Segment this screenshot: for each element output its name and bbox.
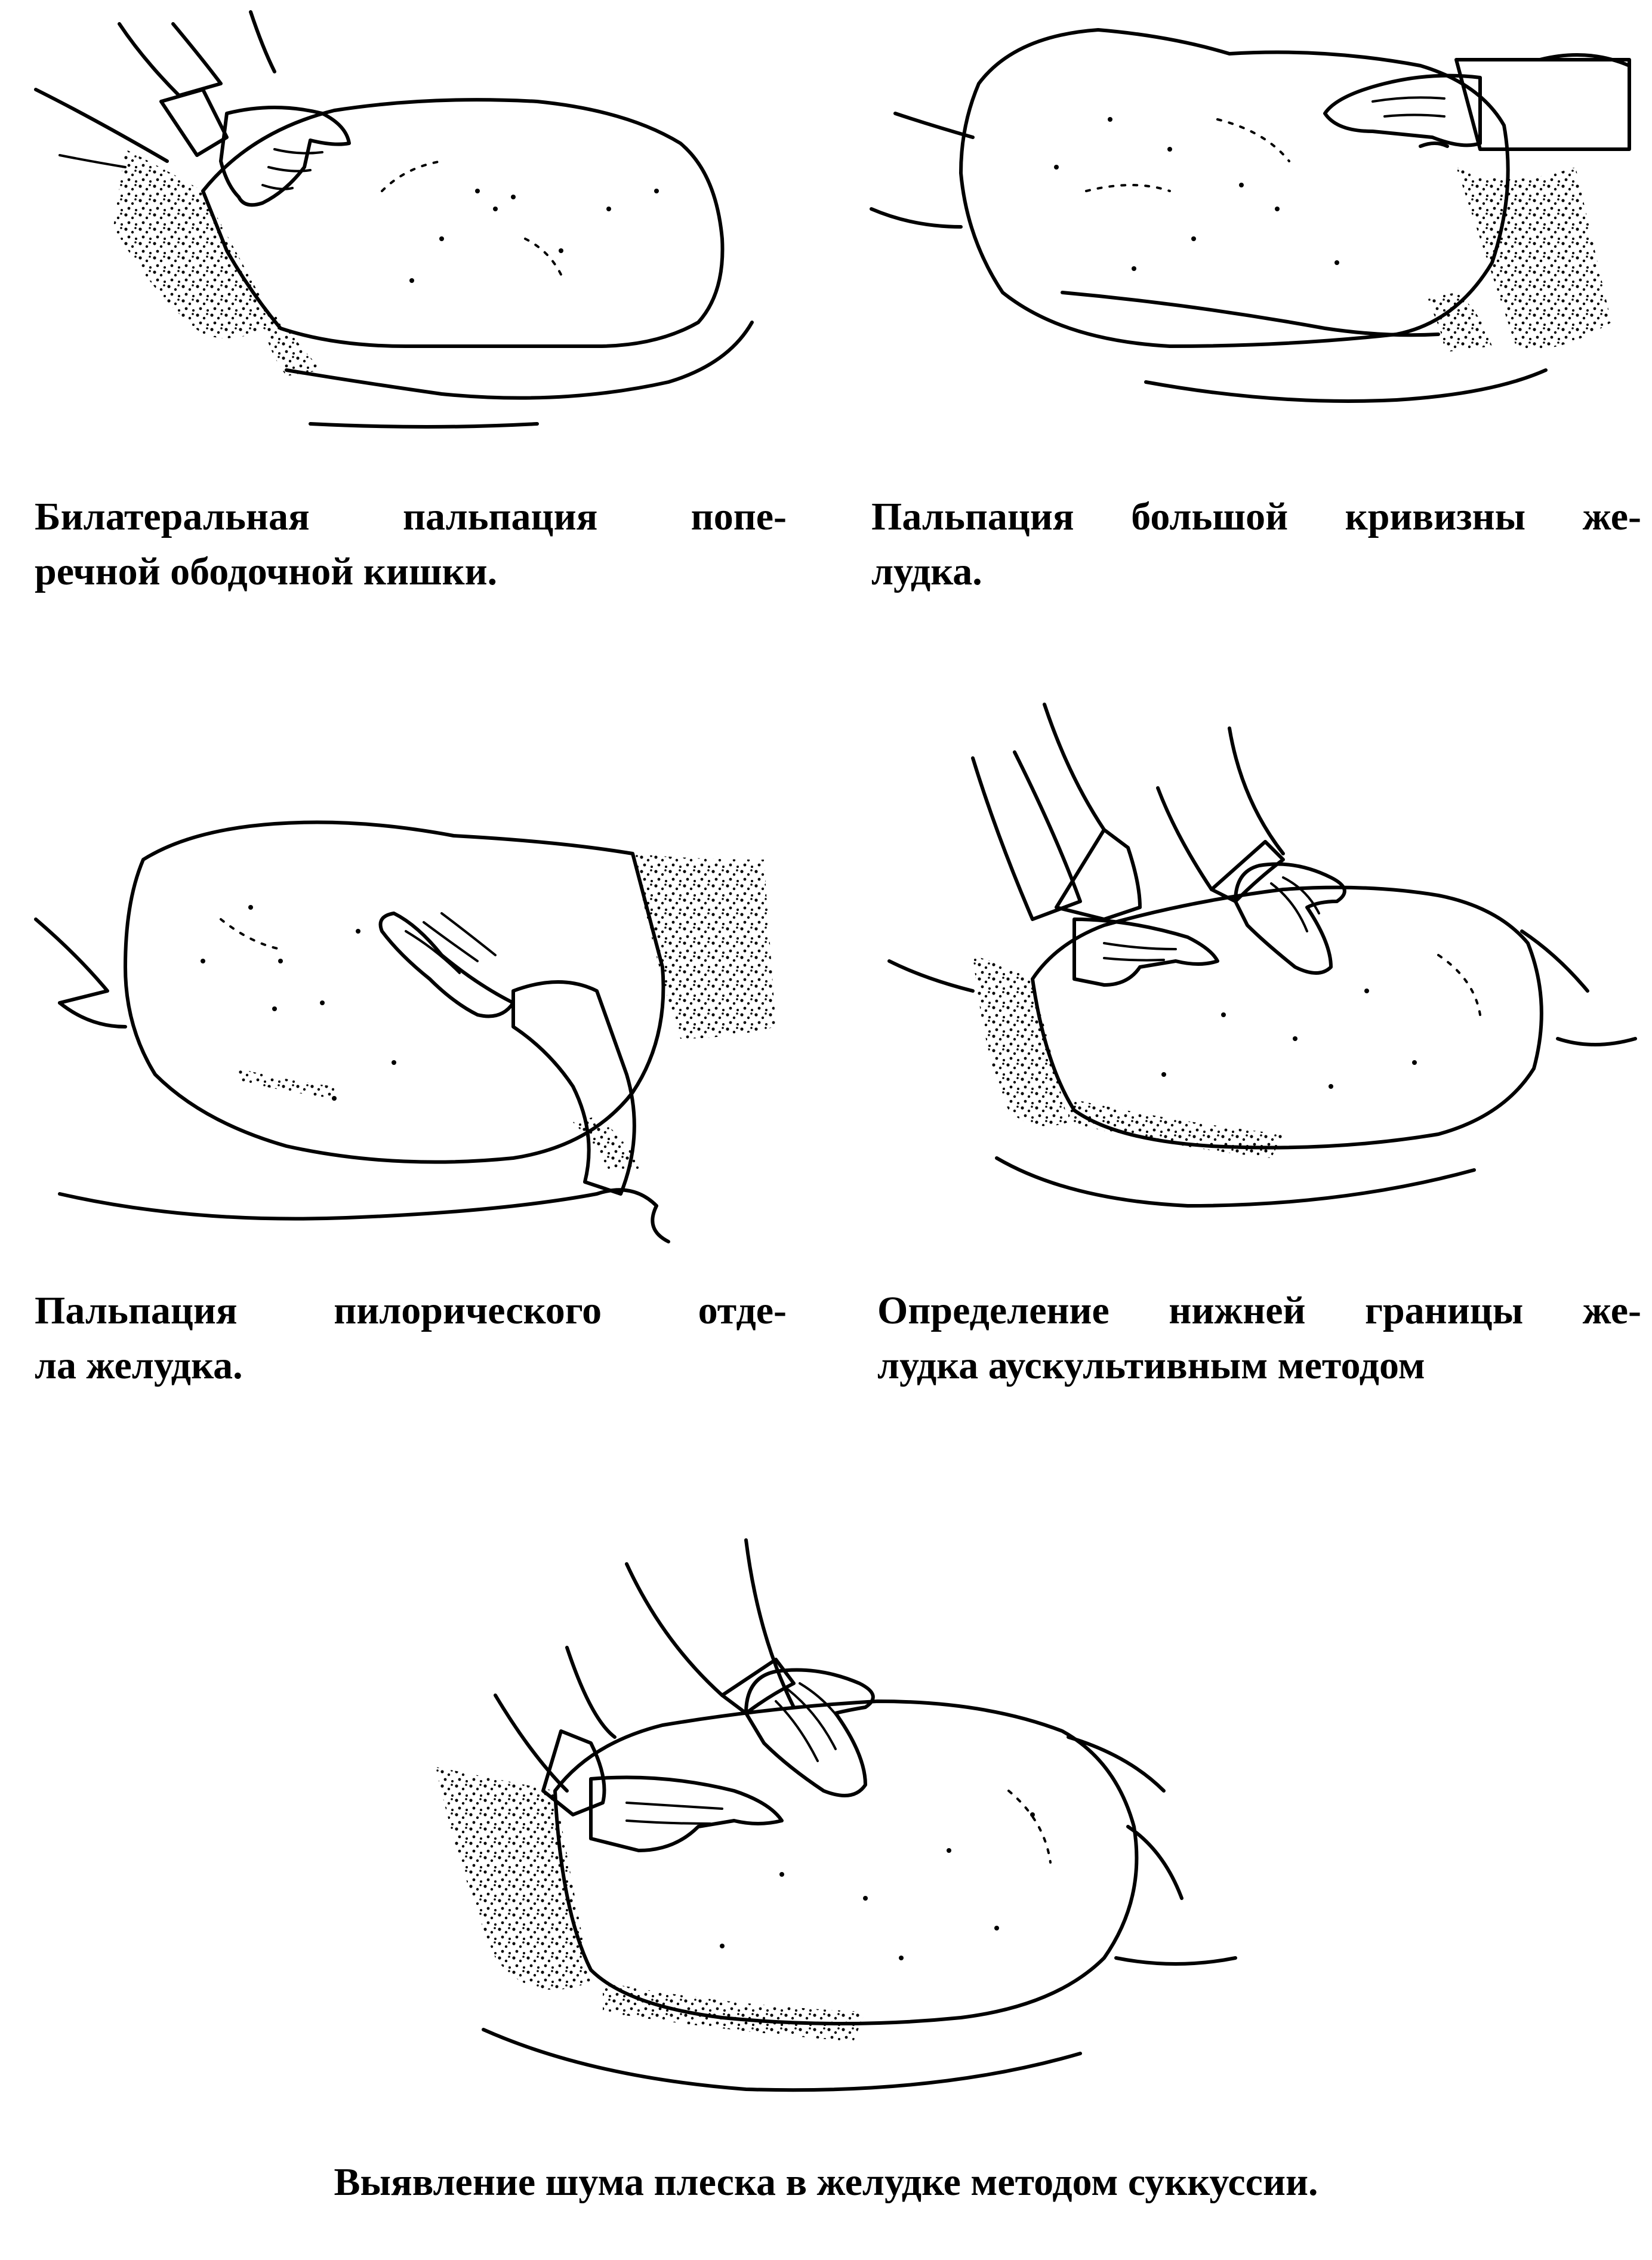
- caption-pyloric-palpation: [35, 1283, 787, 1393]
- caption-bilateral-palpation: [35, 489, 787, 599]
- caption-line: Определение нижней границы же-: [877, 1289, 1641, 1332]
- illustration-greater-curvature-palpation: [859, 12, 1635, 442]
- drawing-patient-hand-3: [24, 812, 800, 1242]
- caption-line: Пальпация пилорического отде-: [35, 1289, 787, 1332]
- caption-succussion-method: [0, 2155, 1652, 2210]
- caption-line: речной ободочной кишки.: [35, 550, 498, 593]
- caption-line: ла желудка.: [35, 1344, 243, 1387]
- drawing-patient-hands-4: [877, 704, 1641, 1218]
- drawing-patient-hand-1: [24, 12, 764, 442]
- illustration-bilateral-palpation: [24, 12, 764, 442]
- drawing-patient-hand-2: [859, 12, 1635, 442]
- drawing-patient-hands-5: [412, 1540, 1247, 2101]
- caption-line: Билатеральная пальпация попе-: [35, 495, 787, 538]
- caption-line: Пальпация большой кривизны же-: [871, 495, 1641, 538]
- caption-line: Выявление шума плеска в желудке методом суккуссии.: [334, 2160, 1318, 2204]
- illustration-auscultation-method: [877, 704, 1641, 1218]
- illustration-pyloric-palpation: [24, 812, 800, 1242]
- caption-line: лудка.: [871, 550, 982, 593]
- caption-auscultation-method: [877, 1283, 1641, 1393]
- caption-line: лудка аускультивным методом: [877, 1344, 1425, 1387]
- illustration-succussion-method: [412, 1540, 1247, 2101]
- caption-greater-curvature-palpation: [871, 489, 1641, 599]
